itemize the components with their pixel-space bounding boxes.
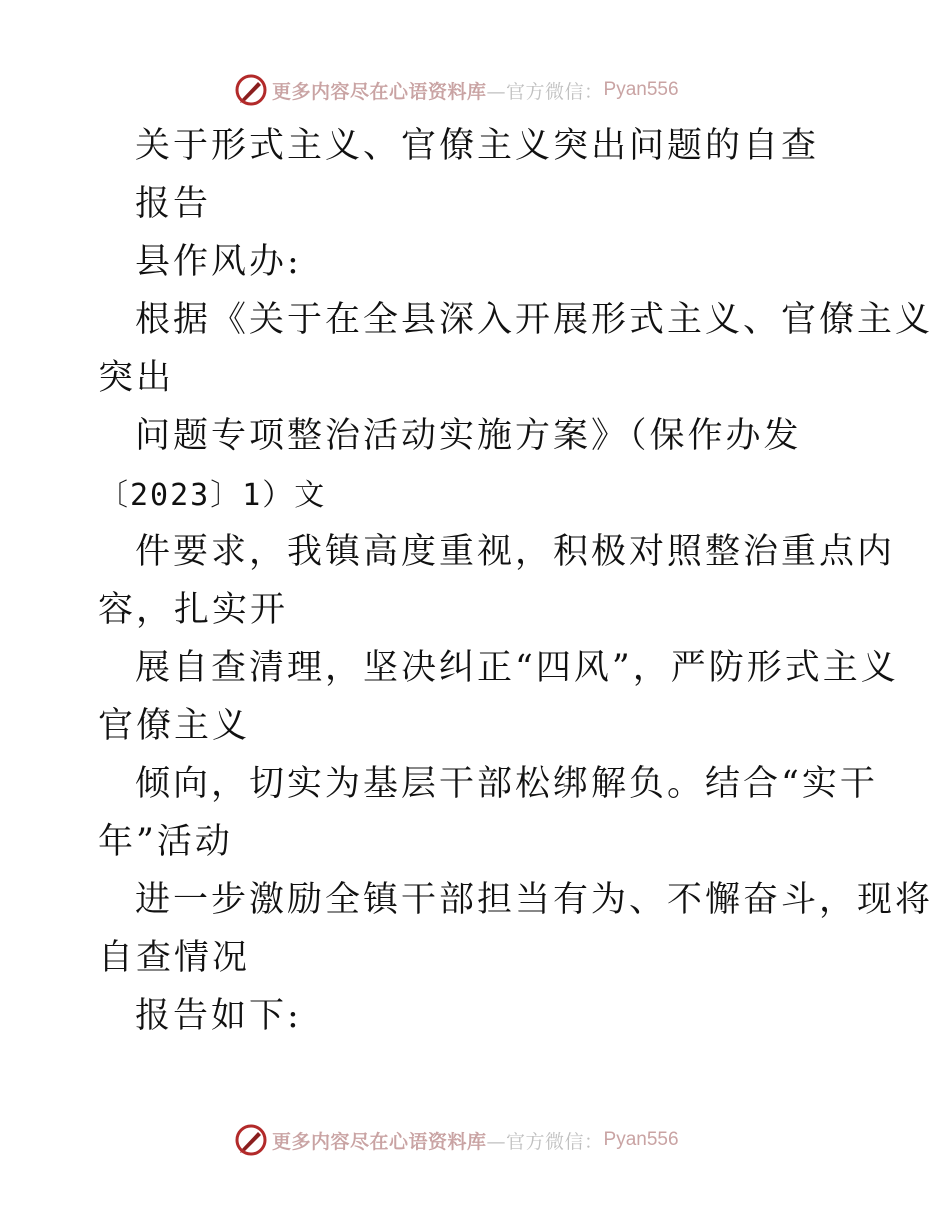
doc-text-line: 官僚主义	[98, 706, 251, 746]
watermark-main-text: 更多内容尽在心语资料库	[272, 1130, 487, 1153]
doc-text-line: 问题专项整治活动实施方案》（保作办发	[135, 416, 802, 456]
header-watermark	[234, 72, 679, 108]
watermark-sub-text: —官方微信：	[486, 80, 604, 103]
watermark-sub-text: —官方微信：	[486, 1130, 604, 1153]
doc-text-line: 根据《关于在全县深入开展形式主义、官僚主义	[135, 300, 934, 340]
pen-logo-icon	[234, 1123, 268, 1157]
doc-text-line: 自查情况	[98, 938, 251, 978]
doc-text-line: 〔2023〕1）文	[98, 478, 327, 513]
footer-watermark	[234, 1122, 679, 1158]
watermark-main-text: 更多内容尽在心语资料库	[272, 80, 487, 103]
watermark-wechat-id: Pyan556	[603, 79, 679, 100]
watermark-wechat-id: Pyan556	[603, 1129, 679, 1150]
doc-text-line: 进一步激励全镇干部担当有为、不懈奋斗，现将	[135, 880, 934, 920]
pen-logo-icon	[234, 73, 268, 107]
doc-addressee: 县作风办:	[135, 242, 302, 282]
doc-text-line: 突出	[98, 358, 175, 398]
doc-title-line-1: 关于形式主义、官僚主义突出问题的自查	[135, 126, 820, 166]
doc-text-line: 件要求，我镇高度重视，积极对照整治重点内	[135, 532, 896, 572]
doc-text-line: 展自查清理，坚决纠正“四风”，严防形式主义	[135, 648, 899, 688]
doc-text-line: 倾向，切实为基层干部松绑解负。结合“实干	[135, 764, 878, 804]
doc-text-line: 报告如下:	[135, 996, 302, 1036]
doc-text-line: 年”活动	[98, 822, 233, 862]
doc-title-line-2: 报告	[135, 184, 212, 224]
doc-text-line: 容，扎实开	[98, 590, 289, 630]
